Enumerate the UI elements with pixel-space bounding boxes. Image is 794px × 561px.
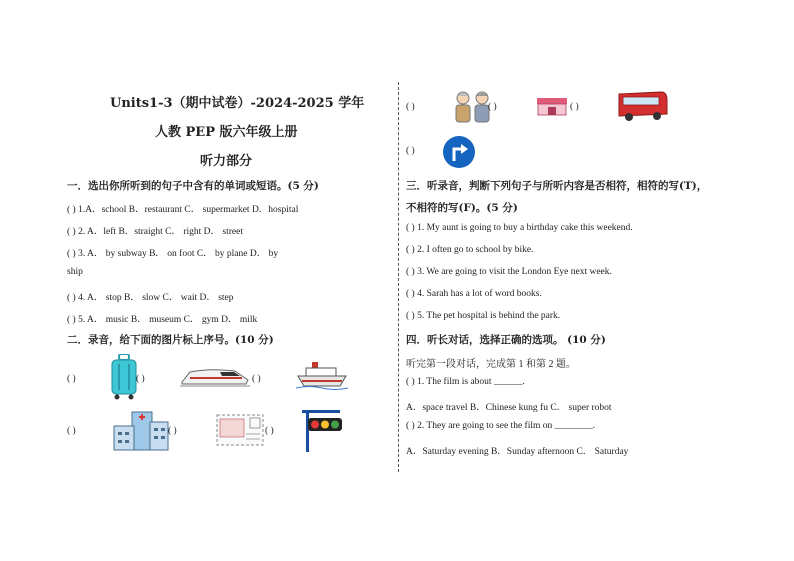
rt-blank-2: ( ) <box>488 102 497 112</box>
s4-question-2: ( ) 2. They are going to see the film on ________. <box>406 421 595 431</box>
bus-icon <box>615 88 669 122</box>
s2-blank-2: ( ) <box>136 374 145 384</box>
s2-blank-3: ( ) <box>252 374 261 384</box>
s4-question-1: ( ) 1. The film is about ______. <box>406 377 525 387</box>
section2-heading: 二．录音，给下面的图片标上序号。(10 分) <box>67 334 274 346</box>
s1-question-2: ( ) 2. A．left B．straight C． right D． street <box>67 227 243 237</box>
hospital-icon <box>110 410 170 452</box>
s3-question-1: ( ) 1. My aunt is going to buy a birthday cake this weekend. <box>406 223 633 233</box>
s2-blank-6: ( ) <box>265 426 274 436</box>
turn-right-sign-icon <box>441 135 477 169</box>
rt-blank-1: ( ) <box>406 102 415 112</box>
ship-icon <box>296 360 348 390</box>
section3-heading-2: 不相符的写(F)。(5 分) <box>406 202 518 214</box>
s2-blank-4: ( ) <box>67 426 76 436</box>
s3-question-4: ( ) 4. Sarah has a lot of word books. <box>406 289 542 299</box>
suitcase-icon <box>110 354 138 400</box>
s1-question-4: ( ) 4. A． stop B． slow C． wait D． step <box>67 293 234 303</box>
s1-question-1: ( ) 1.A．school B．restaurant C． supermarket D．hospital <box>67 205 299 215</box>
page-title: Units1-3（期中试卷）-2024-2025 学年 <box>110 96 365 111</box>
traffic-light-icon <box>300 408 344 452</box>
section4-intro: 听完第一段对话，完成第 1 和第 2 题。 <box>406 359 576 370</box>
column-divider <box>398 82 399 472</box>
s4-question-2-options: A．Saturday evening B．Sunday afternoon C． Saturday <box>406 447 629 457</box>
train-icon <box>180 366 250 388</box>
section4-heading: 四．听长对话，选择正确的选项。 (10 分) <box>406 334 606 346</box>
s1-question-5: ( ) 5. A． music B． museum C． gym D． milk <box>67 315 258 325</box>
s1-question-3: ( ) 3. A． by subway B． on foot C． by plane D． by <box>67 249 279 259</box>
s4-question-1-options: A．space travel B．Chinese kung fu C． super robot <box>406 403 612 413</box>
s2-blank-5: ( ) <box>168 426 177 436</box>
s1-question-3-wrap: ship <box>67 267 83 277</box>
section1-heading: 一．选出你所听到的句子中含有的单词或短语。(5 分) <box>67 180 319 192</box>
s3-question-2: ( ) 2. I often go to school by bike. <box>406 245 534 255</box>
postcard-icon <box>216 414 264 446</box>
s3-question-5: ( ) 5. The pet hospital is behind the park. <box>406 311 561 321</box>
s3-question-3: ( ) 3. We are going to visit the London Eye next week. <box>406 267 612 277</box>
rt-blank-3: ( ) <box>570 102 579 112</box>
s2-blank-1: ( ) <box>67 374 76 384</box>
shop-icon <box>535 96 569 116</box>
part-heading: 听力部分 <box>200 154 253 169</box>
page-subtitle: 人教 PEP 版六年级上册 <box>155 125 298 140</box>
rt-blank-4: ( ) <box>406 146 415 156</box>
section3-heading: 三．听录音，判断下列句子与所听内容是否相符，相符的写(T)， <box>406 180 708 192</box>
